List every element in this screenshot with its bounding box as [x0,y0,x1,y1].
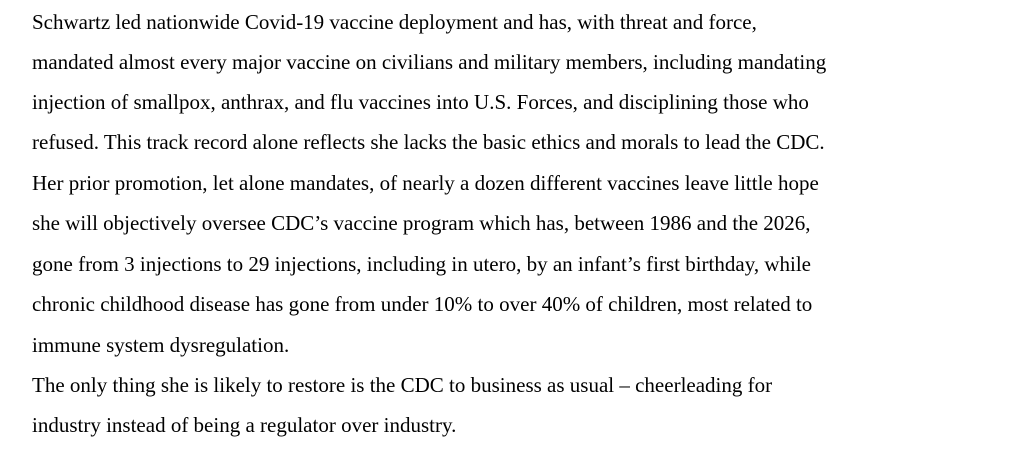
text-line: she will objectively oversee CDC’s vaccine program which has, between 1986 and the 2026, [32,211,811,235]
text-line: chronic childhood disease has gone from under 10% to over 40% of children, most related to [32,292,813,316]
text-line: Her prior promotion, let alone mandates, of nearly a dozen different vaccines leave little hope [32,171,819,195]
text-line: mandated almost every major vaccine on civilians and military members, including mandating [32,50,827,74]
text-line: Schwartz led nationwide Covid-19 vaccine deployment and has, with threat and force, [32,10,757,34]
text-line: injection of smallpox, anthrax, and flu vaccines into U.S. Forces, and disciplining those who [32,90,809,114]
text-line: gone from 3 injections to 29 injections, including in utero, by an infant’s first birthday, while [32,252,811,276]
text-line: immune system dysregulation. [32,333,290,357]
text-line: refused. This track record alone reflects she lacks the basic ethics and morals to lead the CDC. [32,130,825,154]
text-line: industry instead of being a regulator over industry. [32,413,457,437]
text-line: The only thing she is likely to restore is the CDC to business as usual – cheerleading for [32,373,773,397]
